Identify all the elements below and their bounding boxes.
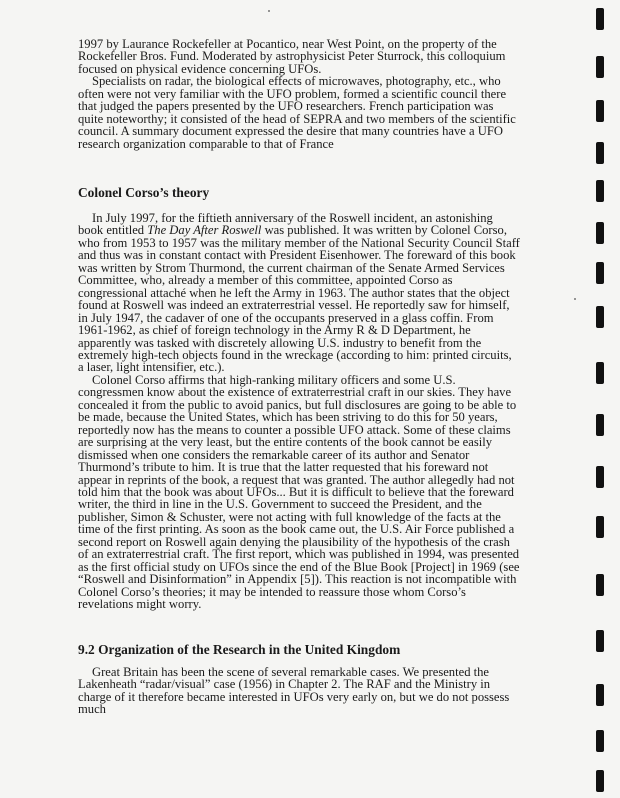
- binding-hole: [596, 574, 604, 596]
- paragraph-intro-2: Specialists on radar, the biological effects of microwaves, photography, etc., who often were not very familiar with the UFO problem, formed a scientific council there that judged the papers presented by the UFO researchers. French participation was quite noteworthy; it consisted of the head of SEPRA and two members of the scientific council. A summary document expressed the desire that many countries have a UFO research organization comparable to that of France: [78, 74, 516, 151]
- binding-holes: [592, 0, 612, 798]
- binding-hole: [596, 684, 604, 706]
- binding-hole: [596, 414, 604, 436]
- book-title: The Day After Roswell: [147, 223, 262, 238]
- intro-text: [78, 38, 520, 150]
- binding-hole: [596, 222, 604, 244]
- binding-hole: [596, 516, 604, 538]
- scan-speck: [268, 10, 270, 12]
- binding-hole: [596, 730, 604, 752]
- binding-hole: [596, 770, 604, 792]
- paragraph-corso-2: Colonel Corso affirms that high-ranking military officers and some U.S. congressmen know about the existence of extraterrestrial craft in our skies. They have concealed it from the public to avoid panics, but full disclosures are going to be able to be made, because the United States, which has been striving to do this for 50 years, reportedly now has the means to counter a possible UFO attack. Some of these claims are surprising at the very least, but the entire contents of the book cannot be easily dismissed when one considers the remarkable career of its author and Senator Thurmond’s tribute to him. It is true that the latter requested that his foreward not appear in reprints of the book, a request that was granted. The author allegedly had not told him that the book was about UFOs... But it is difficult to believe that the foreward writer, the third in line in the U.S. Government to succeed the President, and the publisher, Simon & Schuster, were not acting with full knowledge of the facts at the time of the first printing. As soon as the book came out, the U.S. Air Force published a second report on Roswell again denying the plausibility of the hypothesis of the crash of an extraterrestrial craft. The first report, which was published in 1994, was presented as the first official study on UFOs since the end of the Blue Book [Project] in 1969 (see “Roswell and Disinformation” in Appendix [5]). This reaction is not incompatible with Colonel Corso’s theories; it may be intended to reassure those whom Corso’s revelations might worry.: [78, 372, 520, 612]
- paragraph-uk-1: Great Britain has been the scene of several remarkable cases. We presented the Lakenheath “radar/visual” case (1956) in Chapter 2. The RAF and the Ministry in charge of it therefore became interested in UFOs very early on, but we do not possess much: [78, 665, 510, 717]
- scan-speck: [574, 298, 576, 300]
- binding-hole: [596, 56, 604, 78]
- section-heading-corso: Colonel Corso’s theory: [78, 185, 210, 200]
- paragraph-corso-1: [78, 212, 520, 374]
- section-heading-uk: 9.2 Organization of the Research in the United Kingdom: [78, 642, 401, 657]
- binding-hole: [596, 466, 604, 488]
- binding-hole: [596, 362, 604, 384]
- binding-hole: [596, 306, 604, 328]
- corso-1-text-b: was published. It was written by Colonel Corso, who from 1953 to 1957 was the military member of the National Security Council Staff and thus was in constant contact with President Eisenhower. The foreward of this book was written by Strom Thurmond, the current chairman of the Senate Armed Services Committee, who, already a member of this committee, appointed Corso as congressional attaché when he left the Army in 1963. The author states that the object found at Roswell was indeed an extraterrestrial vessel. He reportedly saw for himself, in July 1947, the cadaver of one of the occupants preserved in a glass coffin. From 1961-1962, as chief of foreign technology in the Army R & D Department, he apparently was tasked with discretely allowing U.S. industry to benefit from the extremely high-tech objects found in the wreckage (according to him: printed circuits, a laser, light intensifier, etc.).: [78, 223, 520, 375]
- uk-text: [78, 666, 520, 716]
- binding-hole: [596, 100, 604, 122]
- paragraph-intro-1: 1997 by Laurance Rockefeller at Pocantico, near West Point, on the property of the Rockefeller Bros. Fund. Moderated by astrophysicist Peter Sturrock, this colloquium focused on physical evidence concerning UFOs.: [78, 37, 506, 76]
- binding-hole: [596, 8, 604, 30]
- corso-text: [78, 212, 520, 611]
- binding-hole: [596, 630, 604, 652]
- binding-hole: [596, 142, 604, 164]
- binding-hole: [596, 262, 604, 284]
- binding-hole: [596, 180, 604, 202]
- corso-1-text-a: In July 1997, for the fiftieth anniversary of the Roswell incident, an astonishing book entitled: [78, 211, 493, 238]
